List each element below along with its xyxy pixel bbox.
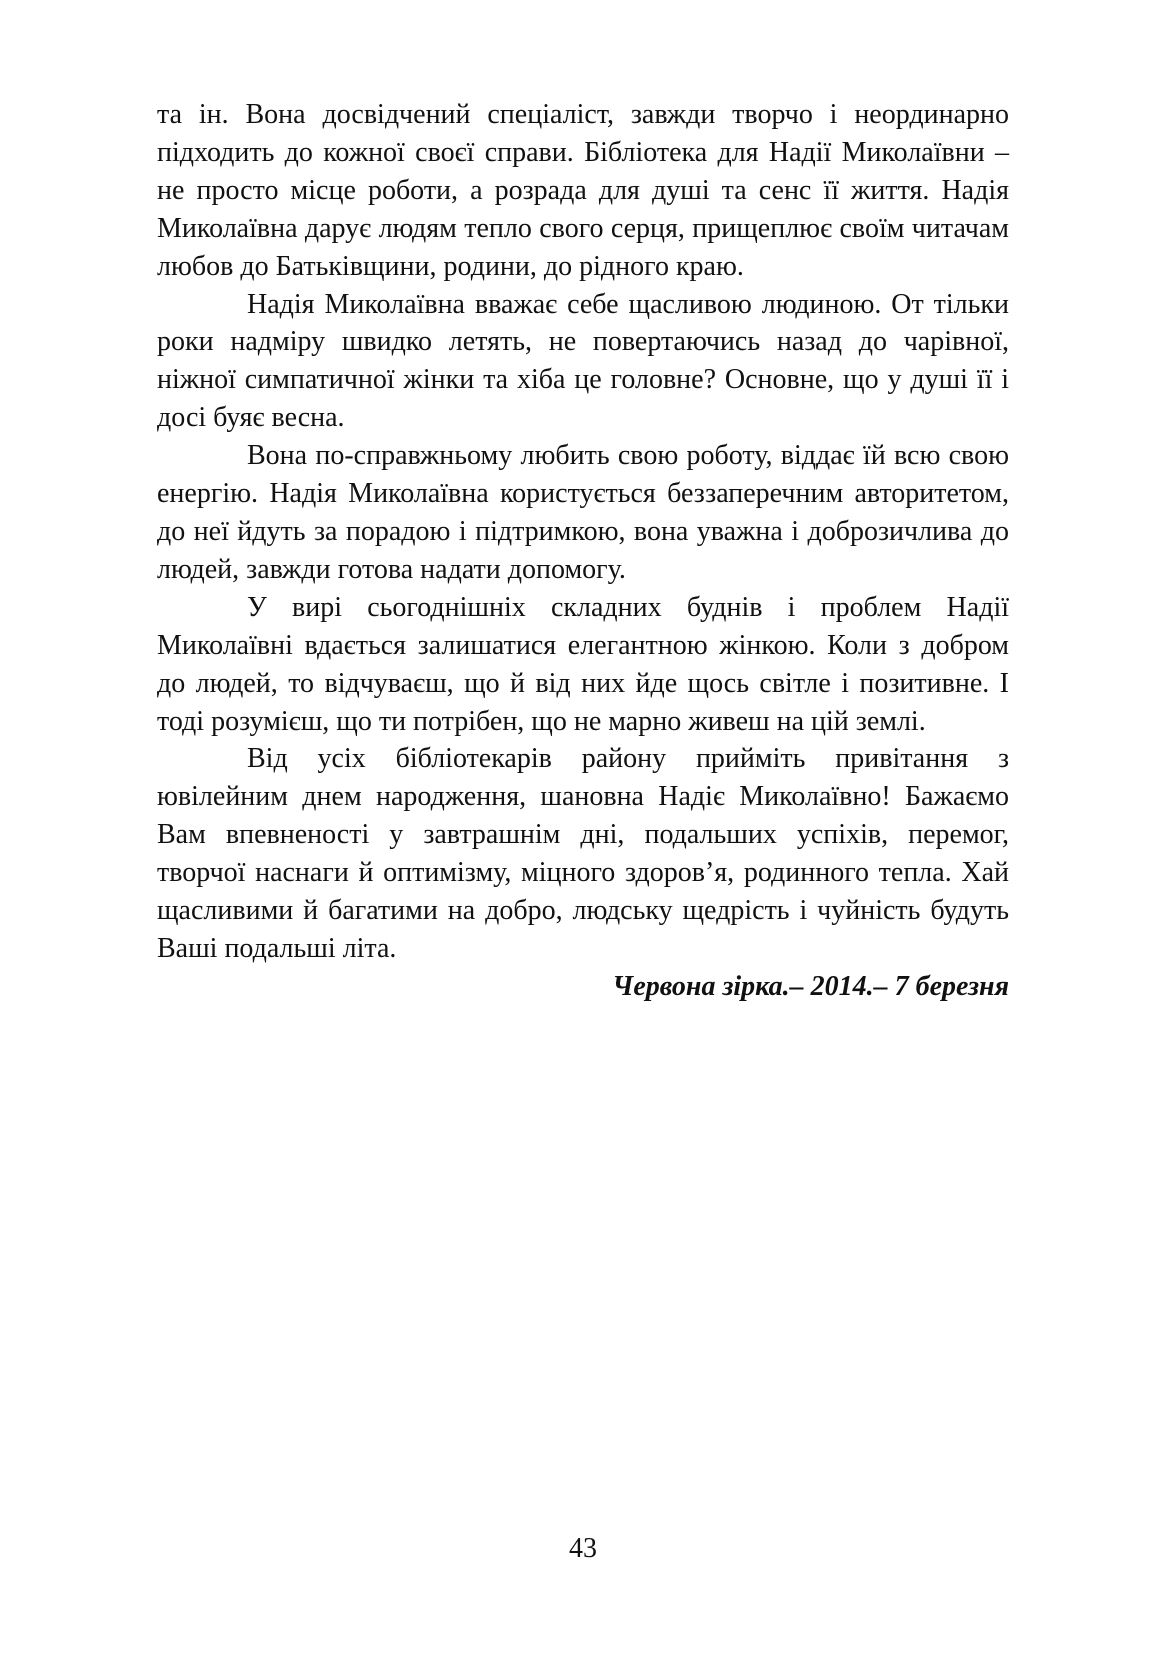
page-number: 43 xyxy=(569,1533,597,1564)
article-body xyxy=(157,96,1009,1006)
paragraph-continuation: та ін. Вона досвідчений спеціаліст, завжди творчо і неординарно підходить до кожної своєї справи. Бібліотека для Надії Миколаївни – не просто місце роботи, а розрада для душі та сенс її життя. Надія Миколаївна дарує людям тепло свого серця, прищеплює своїм читачам любов до Батьківщини, родини, до рідного краю. xyxy=(157,99,1009,282)
paragraph: У вирі сьогоднішніх складних буднів і проблем Надії Миколаївні вдається залишатися елегантною жінкою. Коли з добром до людей, то відчуваєш, що й від них йде щось світле і позитивне. І тоді розумієш, що ти потрібен, що не марно живеш на цій землі. xyxy=(157,591,1009,737)
source-citation: Червона зірка.– 2014.– 7 березня xyxy=(612,970,1009,1002)
paragraph: Вона по-справжньому любить свою роботу, віддає їй всю свою енергію. Надія Миколаївна користується беззаперечним авторитетом, до неї йдуть за порадою і підтримкою, вона уважна і доброзичлива до людей, завжди готова надати допомогу. xyxy=(157,440,1009,585)
paragraph: Надія Миколаївна вважає себе щасливою людиною. От тільки роки надміру швидко летять, не повертаючись назад до чарівної, ніжної симпатичної жінки та хіба це головне? Основне, що у душі її і досі буяє весна. xyxy=(157,288,1009,434)
paragraph: Від усіх бібліотекарів району прийміть привітання з ювілейним днем народження, шановна Надіє Миколаївно! Бажаємо Вам впевненості у завтрашнім дні, подальших успіхів, перемог, творчої наснаги й оптимізму, міцного здоров’я, родинного тепла. Хай щасливими й багатими на добро, людську щедрість і чуйність будуть Ваші подальші літа. xyxy=(157,743,1009,964)
